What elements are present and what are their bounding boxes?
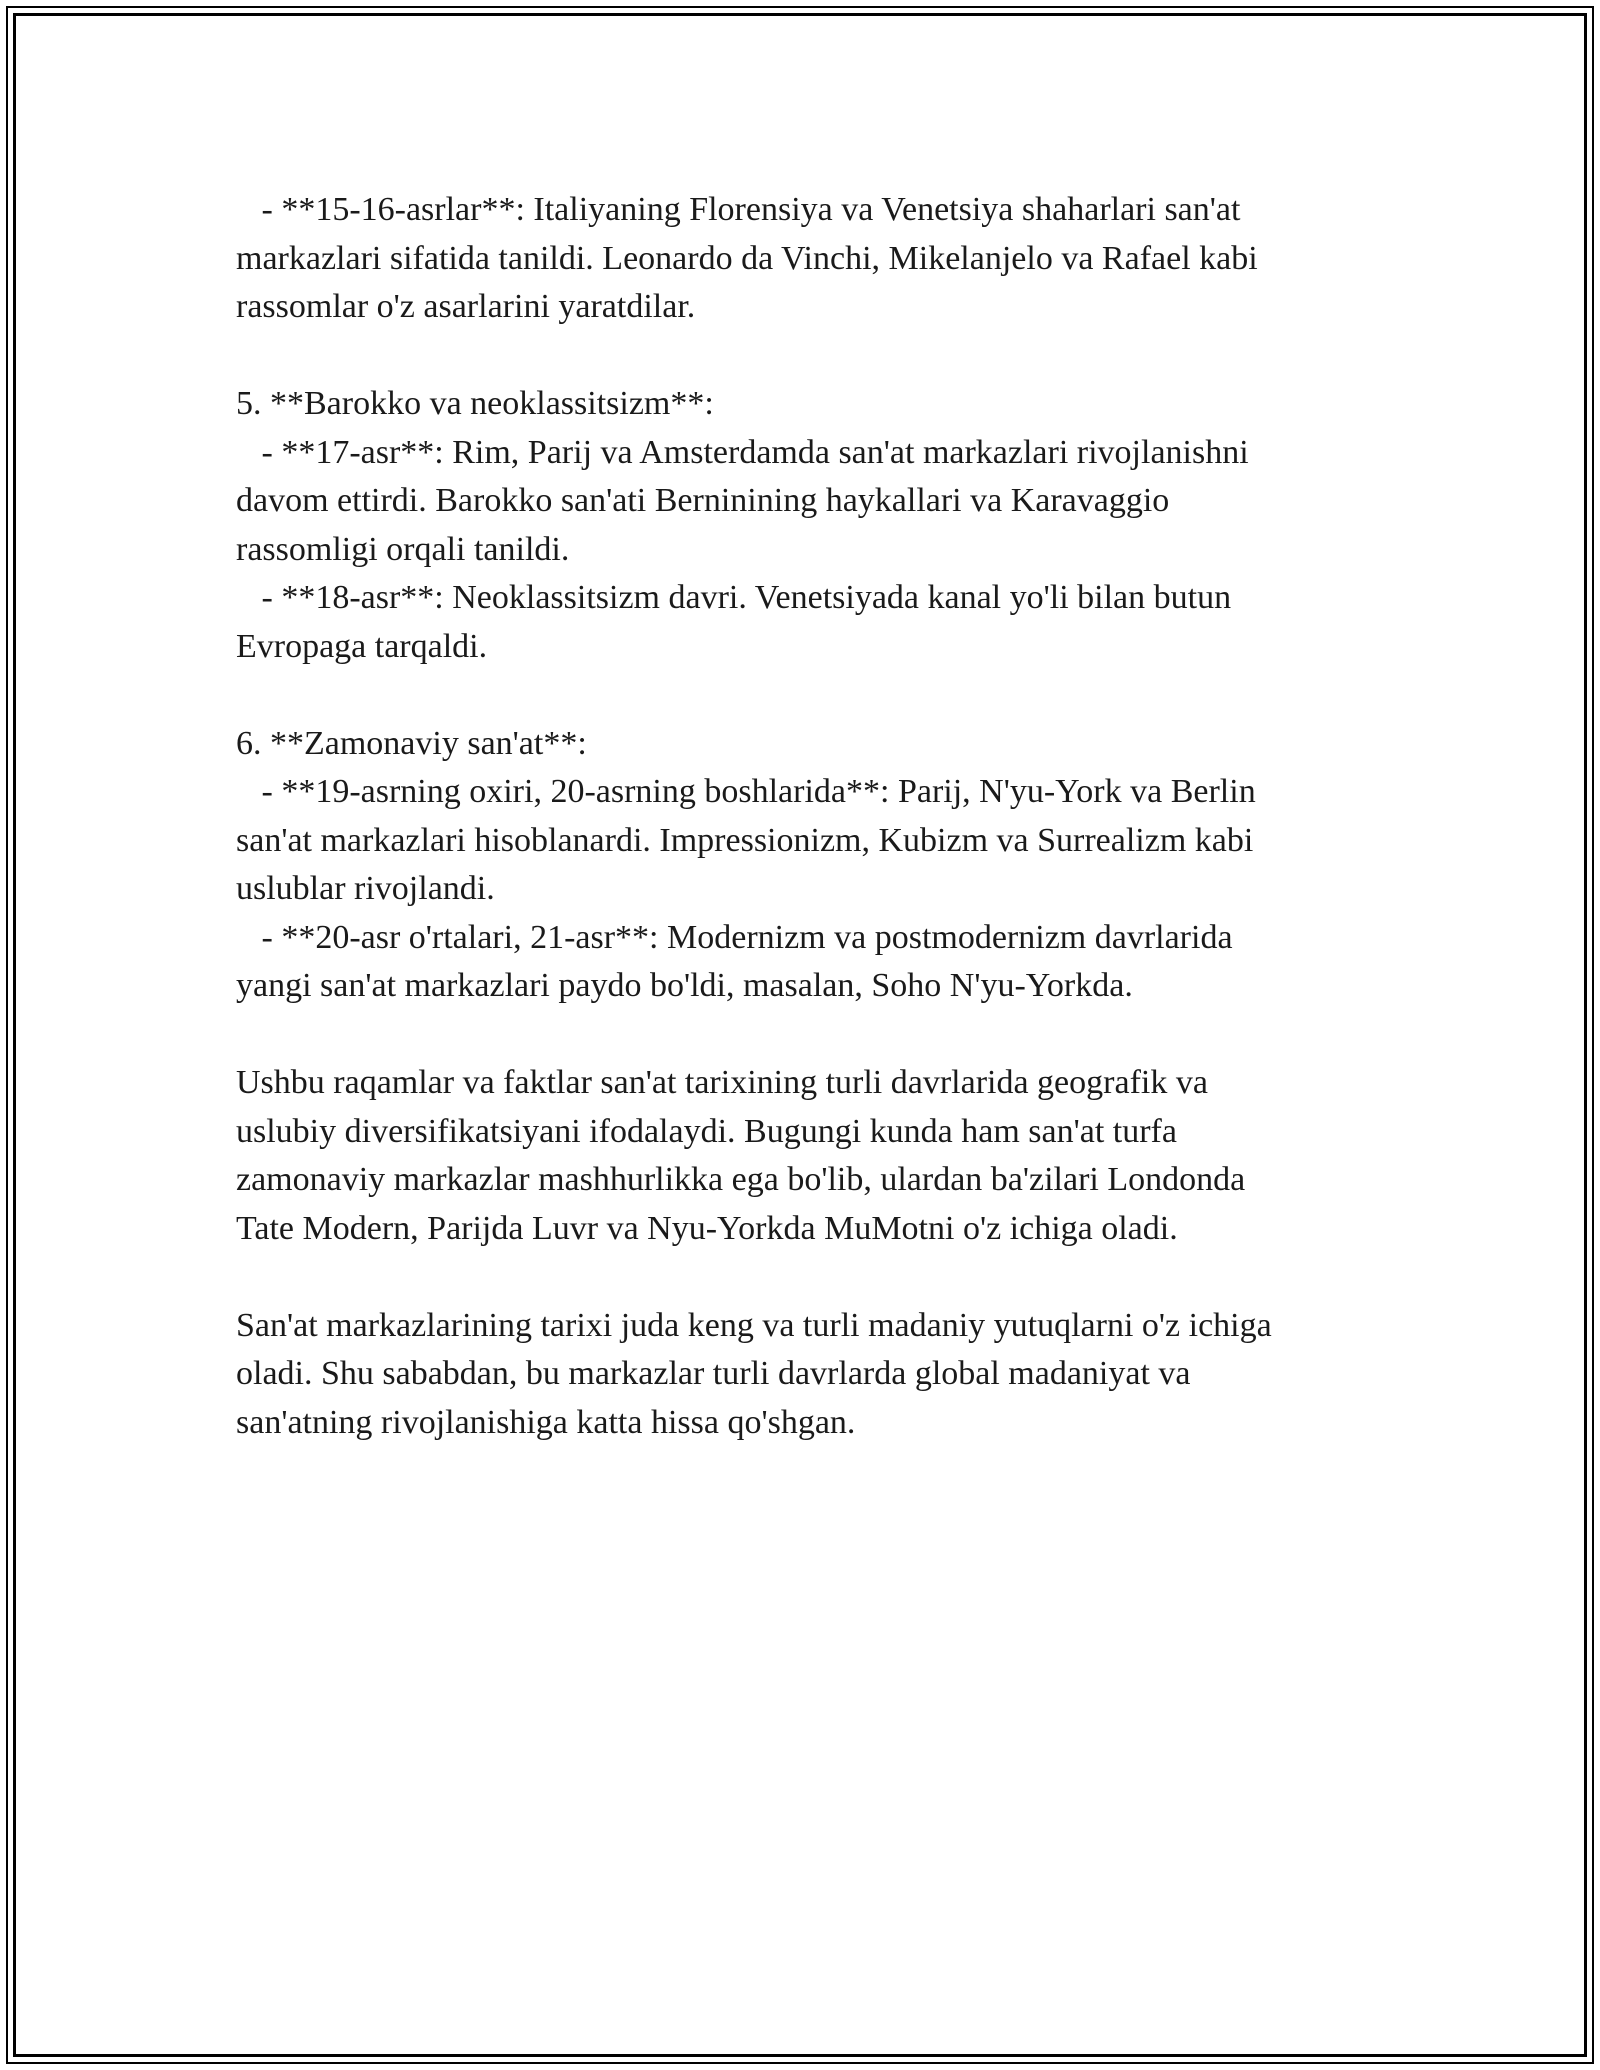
text-line: davom ettirdi. Barokko san'ati Berninining haykallari va Karavaggio bbox=[236, 482, 1170, 519]
text-line: Tate Modern, Parijda Luvr va Nyu-Yorkda MuMotni o'z ichiga oladi. bbox=[236, 1209, 1178, 1247]
section-heading: 5. **Barokko va neoklassitsizm**: bbox=[236, 385, 714, 422]
text-line: - **18-asr**: Neoklassitsizm davri. Venetsiyada kanal yo'li bilan butun bbox=[236, 579, 1232, 616]
paragraph-conclusion bbox=[236, 1302, 1366, 1448]
section-heading: 6. **Zamonaviy san'at**: bbox=[236, 724, 587, 762]
paragraph-15-16-asrlar bbox=[236, 186, 1366, 332]
text-line: markazlari sifatida tanildi. Leonardo da Vinchi, Mikelanjelo va Rafael kabi bbox=[236, 239, 1258, 277]
document-body bbox=[236, 186, 1366, 1447]
paragraph-gap bbox=[236, 1253, 1366, 1302]
text-line: Evropaga tarqaldi. bbox=[236, 627, 488, 665]
section-zamonaviy bbox=[236, 720, 1366, 1011]
text-line: san'atning rivojlanishiga katta hissa qo'shgan. bbox=[236, 1403, 856, 1441]
paragraph-gap bbox=[236, 332, 1366, 381]
text-line: - **17-asr**: Rim, Parij va Amsterdamda san'at markazlari rivojlanishni bbox=[236, 433, 1249, 471]
paragraph-gap bbox=[236, 1011, 1366, 1060]
text-line: uslubiy diversifikatsiyani ifodalaydi. Bugungi kunda ham san'at turfa bbox=[236, 1112, 1177, 1150]
text-line: Ushbu raqamlar va faktlar san'at tarixining turli davrlarida geografik va bbox=[236, 1064, 1208, 1101]
text-line: San'at markazlarining tarixi juda keng va turli madaniy yutuqlarni o'z ichiga bbox=[236, 1306, 1272, 1344]
text-line: - **19-asrning oxiri, 20-asrning boshlarida**: Parij, N'yu-York va Berlin bbox=[236, 773, 1256, 810]
text-line: zamonaviy markazlar mashhurlikka ega bo'lib, ulardan ba'zilari Londonda bbox=[236, 1161, 1246, 1198]
text-line: rassomligi orqali tanildi. bbox=[236, 530, 570, 568]
section-barokko bbox=[236, 380, 1366, 671]
text-line: - **20-asr o'rtalari, 21-asr**: Modernizm va postmodernizm davrlarida bbox=[236, 918, 1233, 956]
paragraph-gap bbox=[236, 671, 1366, 720]
paragraph-summary bbox=[236, 1059, 1366, 1253]
text-line: san'at markazlari hisoblanardi. Impressionizm, Kubizm va Surrealizm kabi bbox=[236, 821, 1254, 859]
text-line: yangi san'at markazlari paydo bo'ldi, masalan, Soho N'yu-Yorkda. bbox=[236, 967, 1133, 1004]
text-line: uslublar rivojlandi. bbox=[236, 870, 495, 907]
text-line: oladi. Shu sababdan, bu markazlar turli davrlarda global madaniyat va bbox=[236, 1355, 1191, 1392]
text-line: - **15-16-asrlar**: Italiyaning Florensiya va Venetsiya shaharlari san'at bbox=[236, 191, 1241, 228]
text-line: rassomlar o'z asarlarini yaratdilar. bbox=[236, 288, 696, 325]
